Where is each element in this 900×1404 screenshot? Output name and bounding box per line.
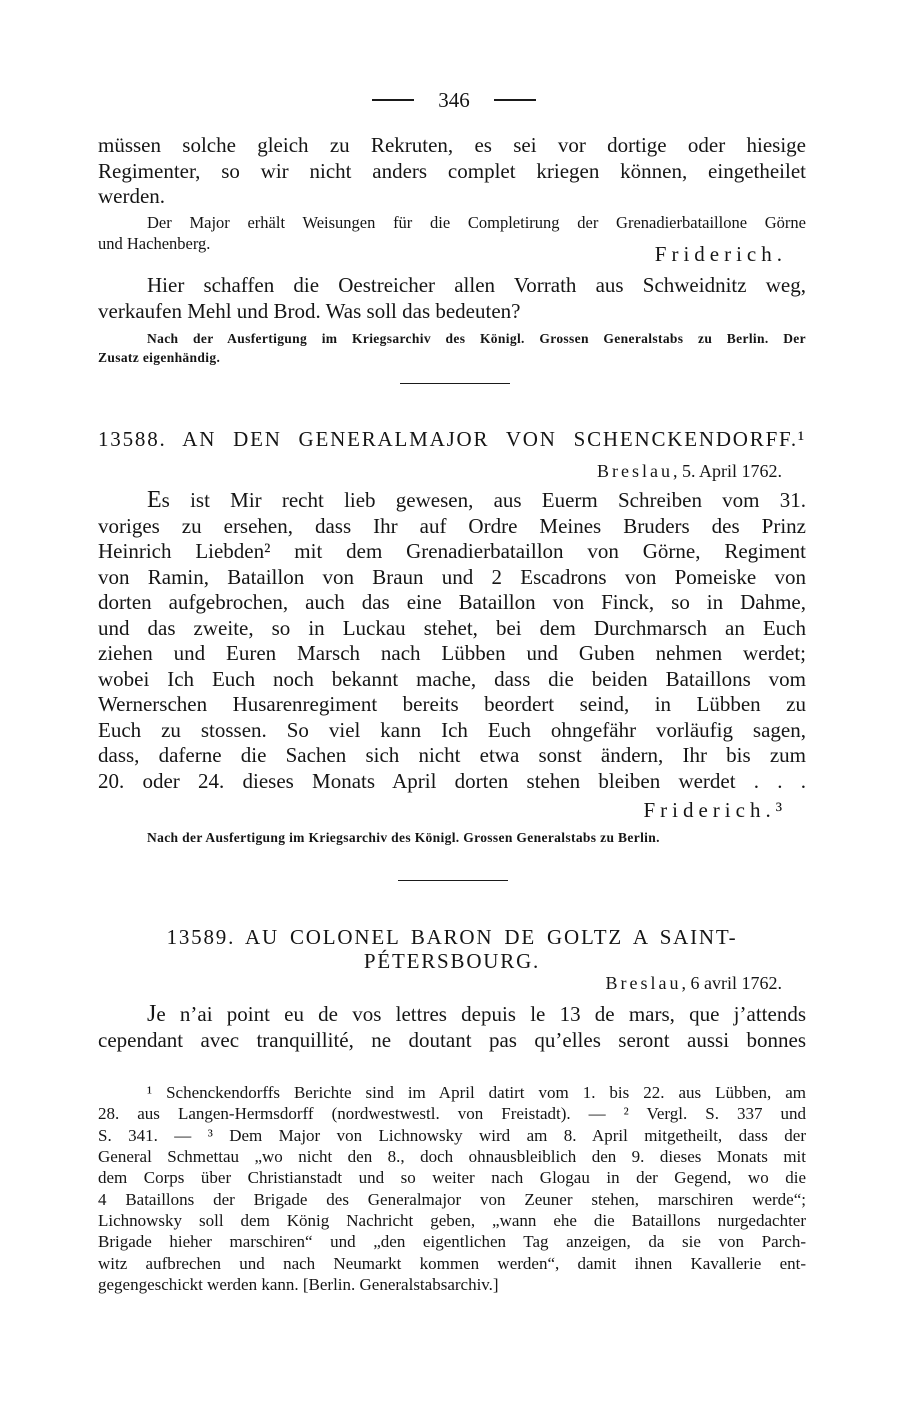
signature: Friderich. [654,242,787,266]
footnote-line: dem Corps über Christianstadt und so weiter nach Glogau in der Gegend, wo die [98,1168,806,1188]
footnote-line: S. 341. — ³ Dem Major von Lichnowsky wird am 8. April mitgetheilt, dass der [98,1125,806,1145]
dateline-place: Breslau [605,973,682,993]
footnote-line: ¹ Schenckendorffs Berichte sind im April datirt vom 1. bis 22. aus Lübben, am [147,1083,806,1102]
footnote-line: 4 Bataillons der Brigade des Generalmajor von Zeuner stehen, marschiren werde“; [98,1189,806,1209]
source-note [98,329,806,367]
letter-body [98,1002,806,1053]
body-line: dorten aufgebrochen, auch das eine Bataillon von Finck, so in Dahme, [98,590,806,615]
letter-body [98,488,806,795]
dateline-date: , 6 avril 1762. [681,973,782,993]
section-divider [398,880,508,881]
body-line: wobei Ich Euch noch bekannt mache, dass die beiden Bataillons vom [98,666,806,691]
body-line: werden. [98,184,166,209]
body-line: ziehen und Euren Marsch nach Lübben und Guben nehmen werdet; [98,641,806,666]
body-line: Regimenter, so wir nicht anders complet kriegen können, eingetheilet [98,158,806,183]
source-note [98,828,806,847]
postscript [98,273,806,324]
dateline [606,972,782,994]
dateline-date: , 5. April 1762. [672,461,782,481]
body-line: Wernerschen Husarenregiment bereits beordert seind, in Lübben zu [98,692,806,717]
body-line: cependant avec tranquillité, ne doutant pas qu’elles seront aussi bonnes [98,1027,806,1052]
letter-continuation-body [98,133,806,210]
postscript-line: Hier schaffen die Oestreicher allen Vorrath aus Schweidnitz weg, [147,273,806,297]
body-line: von Ramin, Bataillon von Braun und 2 Escadrons von Pomeiske von [98,564,806,589]
signature: Friderich.³ [643,798,787,822]
source-line: Nach der Ausfertigung im Kriegsarchiv des Königl. Grossen Generalstabs zu Berlin. Der [147,331,806,346]
footnote-line: Brigade hieher marschiren“ und „den eigentlichen Tag anzeigen, da sie von Parch- [98,1232,806,1252]
dateline [597,460,782,482]
letter-heading [98,427,806,451]
running-head [372,87,536,113]
postscript-line: verkaufen Mehl und Brod. Was soll das bedeuten? [98,298,521,323]
letter-heading [98,925,806,973]
footnotes [98,1082,806,1295]
body-line: Heinrich Liebden² mit dem Grenadierbataillon von Görne, Regiment [98,539,806,564]
source-line: Zusatz eigenhändig. [98,350,221,365]
body-line: voriges zu ersehen, dass Ihr auf Ordre Meines Bruders des Prinz [98,513,806,538]
body-line: und das zweite, so in Luckau stehet, bei dem Durchmarsch an Euch [98,615,806,640]
footnote-line: General Schmettau „wo nicht den 8., doch ohnausbleiblich den 9. dieses Monats mit [98,1146,806,1166]
running-head-rule-right [494,99,536,100]
letter-heading-line: 13589. AU COLONEL BARON DE GOLTZ A SAINT- [166,925,738,949]
letter-heading-line: 13588. AN DEN GENERALMAJOR VON SCHENCKENDORFF.¹ [98,427,806,451]
source-line: Nach der Ausfertigung im Kriegsarchiv des Königl. Grossen Generalstabs zu Berlin. [147,830,660,845]
body-line: Es ist Mir recht lieb gewesen, aus Euerm Schreiben vom 31. [147,487,806,513]
body-line: 20. oder 24. dieses Monats April dorten stehen bleiben werdet . . . [98,769,806,794]
body-line: Euch zu stossen. So viel kann Ich Euch ohngefähr vorläufig sagen, [98,717,806,742]
body-line: müssen solche gleich zu Rekruten, es sei vor dortige oder hiesige [98,133,806,157]
note-line: und Hachenberg. [98,233,211,253]
page-number: 346 [438,88,470,112]
footnote-line: witz aufbrechen und nach Neumarkt kommen werden“, damit ihnen Kavallerie ent- [98,1253,806,1273]
letter-heading-line: PÉTERSBOURG. [363,949,541,973]
dateline-place: Breslau [597,461,673,481]
body-line: dass, daferne die Sachen sich nicht etwa sonst ändern, Ihr bis zum [98,743,806,768]
footnote-line: 28. aus Langen-Hermsdorff (nordwestwestl. von Freistadt). — ² Vergl. S. 337 und [98,1104,806,1124]
section-divider [400,383,510,384]
footnote-line: Lichnowsky soll dem König Nachricht geben, „wann ehe die Bataillons nurgedachter [98,1210,806,1230]
body-line: Je n’ai point eu de vos lettres depuis le 13 de mars, que j’attends [147,1001,806,1027]
footnote-line: gegengeschickt werden kann. [Berlin. Generalstabsarchiv.] [98,1274,499,1294]
note-line: Der Major erhält Weisungen für die Completirung der Grenadierbataillone Görne [147,213,806,232]
running-head-rule-left [372,99,414,100]
